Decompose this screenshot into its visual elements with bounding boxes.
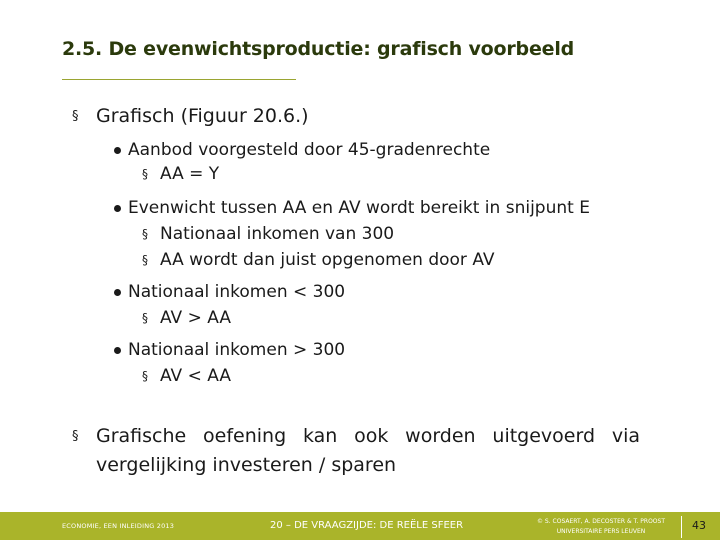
bullet-text: Aanbod voorgesteld door 45-gradenrechte xyxy=(128,140,491,160)
bullet-text: AA wordt dan juist opgenomen door AV xyxy=(160,250,495,270)
footer-copyright xyxy=(537,517,665,537)
round-bullet-icon xyxy=(114,205,121,212)
bullet-text: AV > AA xyxy=(160,308,231,328)
square-bullet-icon: § xyxy=(142,311,148,325)
round-bullet-icon xyxy=(114,347,121,354)
bullet-text: Nationaal inkomen < 300 xyxy=(128,282,346,302)
slide-footer xyxy=(0,512,720,540)
bullet-text: AV < AA xyxy=(160,366,231,386)
square-bullet-icon: § xyxy=(142,369,148,383)
slide-title: 2.5. De evenwichtsproductie: grafisch voorbeeld xyxy=(62,38,575,60)
footer-course: ECONOMIE, EEN INLEIDING 2013 xyxy=(62,522,175,530)
footer-chapter: 20 – DE VRAAGZIJDE: DE REËLE SFEER xyxy=(270,520,464,531)
bullet-paragraph: Grafische oefening kan ook worden uitgevoerd via vergelijking investeren / sparen xyxy=(96,425,640,476)
footer-authors: © S. COSAERT, A. DECOSTER & T. PROOST xyxy=(537,518,666,525)
round-bullet-icon xyxy=(114,289,121,296)
footer-publisher: UNIVERSITAIRE PERS LEUVEN xyxy=(556,528,646,535)
bullet-text: Grafisch (Figuur 20.6.) xyxy=(96,105,309,127)
bullet-text: Nationaal inkomen van 300 xyxy=(160,224,395,244)
footer-divider xyxy=(681,516,682,538)
bullet-text: Evenwicht tussen AA en AV wordt bereikt in snijpunt E xyxy=(128,198,590,218)
bullet-text: Nationaal inkomen > 300 xyxy=(128,340,346,360)
square-bullet-icon: § xyxy=(142,227,148,241)
page-number: 43 xyxy=(692,519,706,532)
title-underline xyxy=(62,79,296,80)
bullet-text: AA = Y xyxy=(160,164,220,184)
square-bullet-icon: § xyxy=(142,167,148,181)
square-bullet-icon: § xyxy=(72,109,79,124)
square-bullet-icon: § xyxy=(72,429,79,444)
square-bullet-icon: § xyxy=(142,253,148,267)
round-bullet-icon xyxy=(114,147,121,154)
